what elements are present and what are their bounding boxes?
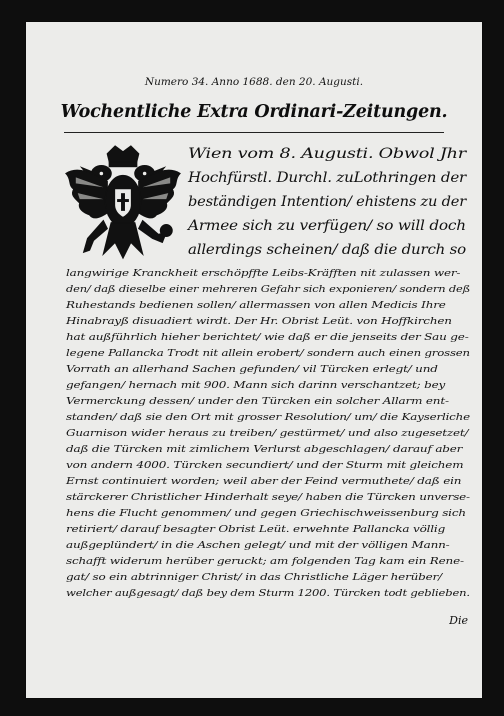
article-line: außgeplündert/ in die Aschen gelegt/ und mit der völligen Mann- bbox=[66, 540, 450, 551]
issue-line: Numero 34. Anno 1688. den 20. Augusti. bbox=[144, 76, 364, 88]
double-headed-eagle-icon bbox=[64, 144, 182, 262]
newspaper-page bbox=[26, 22, 482, 698]
article-line: gat/ so ein abtrinniger Christ/ in das Christliche Läger herüber/ bbox=[66, 572, 442, 583]
article-line: Ruhestands bedienen sollen/ allermassen von allen Medicis Ihre bbox=[66, 300, 446, 311]
lead-line: Armee sich zu verfügen/ so will doch bbox=[188, 218, 466, 234]
article-line: Ernst continuiert worden; weil aber der Feind vermuthete/ daß ein bbox=[66, 476, 462, 487]
article-line: hat außführlich hieher berichtet/ wie daß er die jenseits der Sau ge- bbox=[66, 332, 469, 343]
lead-line: Wien vom 8. Augusti. Obwol Jhr bbox=[188, 146, 466, 162]
article-line: daß die Türcken mit zimlichem Verlurst abgeschlagen/ darauf aber bbox=[66, 444, 463, 455]
article-line: Hinabrayß disuadiert wirdt. Der Hr. Obrist Leüt. von Hoffkirchen bbox=[66, 316, 452, 327]
article-line: von andern 4000. Türcken secundiert/ und der Sturm mit gleichem bbox=[66, 460, 464, 471]
article-line: standen/ daß sie den Ort mit grosser Resolution/ um/ die Kayserliche bbox=[66, 412, 470, 423]
catchword: Die bbox=[449, 614, 468, 627]
article-line: schafft widerum herüber geruckt; am folgenden Tag kam ein Rene- bbox=[66, 556, 464, 567]
lead-line: Hochfürstl. Durchl. zuLothringen der bbox=[188, 170, 467, 186]
article-line: legene Pallancka Trodt nit allein erobert/ sondern auch einen grossen bbox=[66, 348, 470, 359]
article-line: Vorrath an allerhand Sachen gefunden/ vil Türcken erlegt/ und bbox=[66, 364, 438, 375]
article-line: welcher außgesagt/ daß bey dem Sturm 1200. Türcken todt geblieben. bbox=[66, 588, 470, 599]
article-line: gefangen/ hernach mit 900. Mann sich darinn verschantzet; bey bbox=[66, 380, 446, 391]
article-line: retiriert/ darauf besagter Obrist Leüt. erwehnte Pallancka völlig bbox=[66, 524, 446, 535]
article-line: Vermerckung dessen/ under den Türcken ein solcher Allarm ent- bbox=[66, 396, 449, 407]
article-line: stärckerer Christlicher Hinderhalt seye/ haben die Türcken unverse- bbox=[66, 492, 470, 503]
article-line: hens die Flucht genommen/ und gegen Griechischweissenburg sich bbox=[66, 508, 466, 519]
article-line: langwirige Kranckheit erschöpffte Leibs-Kräfften nit zulassen wer- bbox=[66, 268, 461, 279]
article-line: Guarnison wider heraus zu treiben/ gestürmet/ und also zugesetzet/ bbox=[66, 428, 469, 439]
lead-line: allerdings scheinen/ daß die durch so bbox=[188, 242, 467, 258]
lead-line: beständigen Intention/ ehistens zu der bbox=[188, 194, 467, 210]
article-line: den/ daß dieselbe einer mehreren Gefahr sich exponieren/ sondern deß bbox=[66, 284, 471, 295]
newspaper-title: Wochentliche Extra Ordinari-Zeitungen. bbox=[60, 102, 448, 122]
title-rule bbox=[64, 132, 444, 133]
